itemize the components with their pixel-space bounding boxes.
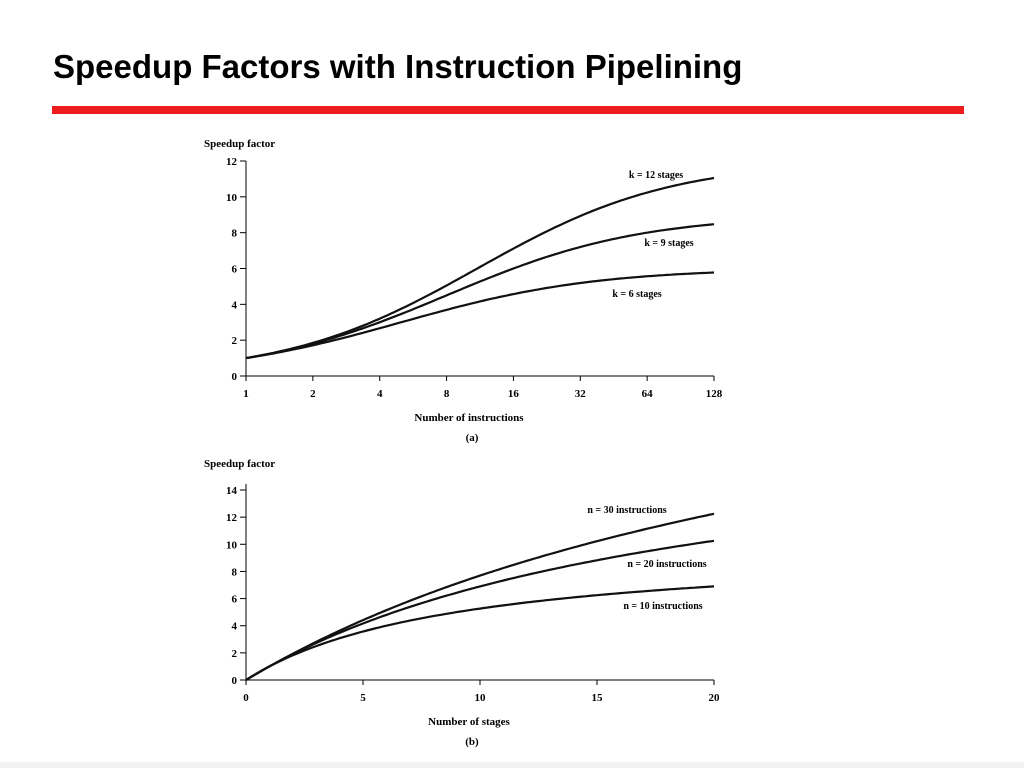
chart-b-x-tick-label: 10	[474, 692, 486, 704]
chart-a-x-tick-label: 32	[574, 388, 586, 400]
chart-b-x-tick-label: 5	[360, 692, 366, 704]
chart-b-xlabel: Number of stages	[428, 716, 510, 728]
chart-b-y-tick-label: 14	[226, 485, 237, 497]
chart-a-series-label: k = 12 stages	[628, 170, 684, 181]
chart-a-series-line	[246, 178, 714, 358]
chart-a-y-tick-label: 12	[226, 156, 237, 168]
chart-a-xlabel: Number of instructions	[414, 412, 524, 424]
chart-b-y-tick-label: 0	[231, 675, 237, 687]
chart-b-series-label: n = 20 instructions	[627, 559, 707, 570]
chart-a-y-tick-label: 0	[231, 371, 237, 383]
chart-b-y-tick-label: 10	[226, 539, 237, 552]
chart-b-x-tick-label: 20	[708, 692, 720, 704]
chart-a-ylabel: Speedup factor	[204, 138, 276, 150]
chart-b-y-tick-label: 4	[231, 620, 237, 633]
chart-a-x-tick-label: 16	[507, 388, 519, 400]
chart-a-series-label: k = 6 stages	[612, 289, 662, 300]
chart-a-y-tick-label: 10	[226, 191, 237, 204]
chart-a-x-tick-label: 4	[376, 388, 383, 400]
chart-a-y-tick-label: 2	[231, 335, 237, 348]
chart-a-series-label: k = 9 stages	[644, 238, 694, 249]
chart-a-panel-label: (a)	[465, 432, 479, 444]
chart-a-y-tick-label: 4	[231, 299, 237, 312]
chart-b-ylabel: Speedup factor	[204, 458, 276, 470]
chart-b-panel-label: (b)	[465, 736, 479, 748]
chart-b-y-tick-label: 6	[231, 593, 237, 606]
chart-a-series-line	[246, 273, 714, 359]
chart-b-x-tick-label: 15	[591, 692, 603, 704]
chart-a-x-tick-label: 64	[641, 388, 653, 400]
chart-a-y-tick-label: 6	[231, 263, 237, 276]
chart-b-y-tick-label: 2	[231, 647, 237, 660]
chart-a-x-tick-label: 8	[443, 388, 450, 400]
chart-a-x-tick-label: 2	[310, 388, 316, 400]
slide-title: Speedup Factors with Instruction Pipelining	[53, 48, 743, 85]
chart-a-x-tick-label: 128	[705, 388, 723, 400]
chart-a-x-tick-label: 1	[243, 388, 249, 400]
chart-b-series-label: n = 10 instructions	[623, 601, 703, 612]
chart-b-x-tick-label: 0	[243, 692, 249, 704]
chart-b-series-label: n = 30 instructions	[587, 505, 667, 516]
chart-a-y-tick-label: 8	[231, 227, 237, 240]
chart-b-y-tick-label: 8	[231, 566, 237, 579]
chart-b-y-tick-label: 12	[226, 512, 237, 525]
